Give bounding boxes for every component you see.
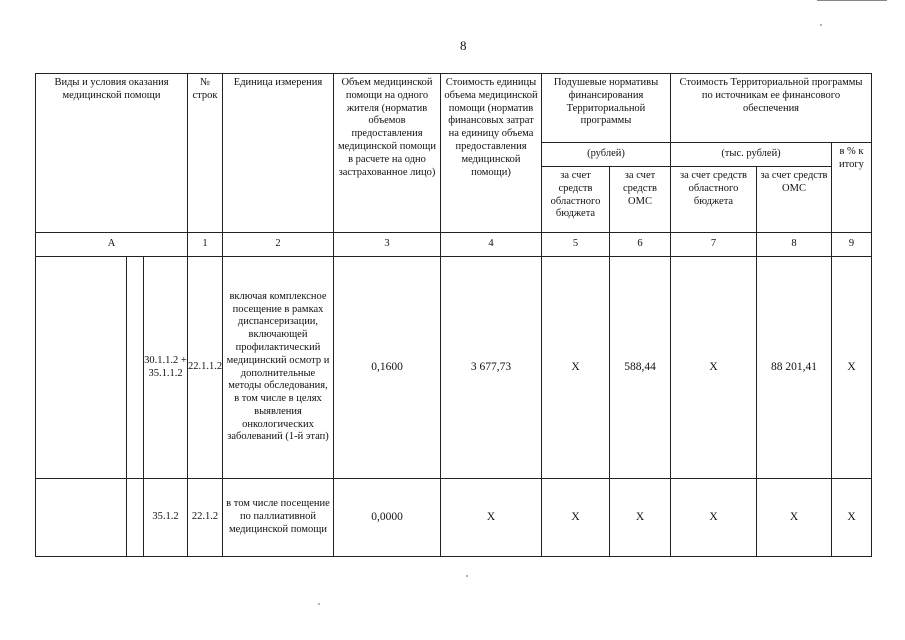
row-col9: X (832, 479, 872, 557)
row-col7: X (671, 257, 757, 479)
header-thousand-rubles: (тыс. рублей) (671, 143, 832, 167)
header-unit-cost: Стоимость единицы объема медицинской помощи (норматив финансовых затрат на единицу объема предоставления медицинской помощи) (441, 74, 542, 233)
row-unit: в том числе посещение по паллиативной медицинской помощи (223, 479, 334, 557)
row-unit: включая комплексное посещение в рамках диспансеризации, включающей профилактический медицинский осмотр и дополнительные методы обследования, в том числе в целях выявления онкологических заболеваний (1-й этап) (223, 257, 334, 479)
table-row-code-cell (36, 479, 188, 557)
header-per-capita-norms: Подушевые нормативы финансирования Территориальной программы (542, 74, 671, 143)
row-col9: X (832, 257, 872, 479)
header-line-number: № строк (188, 74, 223, 233)
column-number-2: 2 (223, 233, 334, 257)
header-oms-6: за счет средств ОМС (610, 167, 671, 233)
row-col6: 588,44 (610, 257, 671, 479)
header-program-cost: Стоимость Территориальной программы по источникам ее финансового обеспечения (671, 74, 872, 143)
column-number-9: 9 (832, 233, 872, 257)
header-volume: Объем медицинской помощи на одного жителя (норматив объемов предоставления медицинской помощи в расчете на одно застрахованное лицо) (334, 74, 441, 233)
header-care-type: Виды и условия оказания медицинской помощи (36, 74, 188, 233)
header-percent-total: в % к итогу (832, 143, 872, 233)
header-oms-8: за счет средств ОМС (757, 167, 832, 233)
row-volume: 0,0000 (334, 479, 441, 557)
table-row-code-cell (36, 257, 188, 479)
row-col8: 88 201,41 (757, 257, 832, 479)
column-number-7: 7 (671, 233, 757, 257)
scan-speck (466, 575, 468, 577)
header-regional-budget-5: за счет средств областного бюджета (542, 167, 610, 233)
row-line-number: 22.1.2 (188, 479, 223, 557)
row-code: 35.1.2 (152, 511, 179, 523)
row-unit-cost: X (441, 479, 542, 557)
row-col7: X (671, 479, 757, 557)
scan-speck (820, 24, 822, 26)
scan-speck (318, 603, 320, 605)
medical-care-cost-table (35, 73, 872, 557)
header-rubles: (рублей) (542, 143, 671, 167)
header-unit: Единица измерения (223, 74, 334, 233)
column-number-5: 5 (542, 233, 610, 257)
row-code: 30.1.1.2 + 35.1.1.2 (144, 354, 187, 379)
column-number-3: 3 (334, 233, 441, 257)
column-number-a: А (36, 233, 188, 257)
row-line-number: 22.1.1.2 (188, 257, 223, 479)
row-col5: X (542, 479, 610, 557)
scan-edge-mark (817, 0, 887, 1)
page-number: 8 (460, 38, 467, 53)
row-col6: X (610, 479, 671, 557)
header-regional-budget-7: за счет средств областного бюджета (671, 167, 757, 233)
row-unit-cost: 3 677,73 (441, 257, 542, 479)
column-number-4: 4 (441, 233, 542, 257)
row-col8: X (757, 479, 832, 557)
row-volume: 0,1600 (334, 257, 441, 479)
column-number-1: 1 (188, 233, 223, 257)
column-number-6: 6 (610, 233, 671, 257)
column-number-8: 8 (757, 233, 832, 257)
row-col5: X (542, 257, 610, 479)
